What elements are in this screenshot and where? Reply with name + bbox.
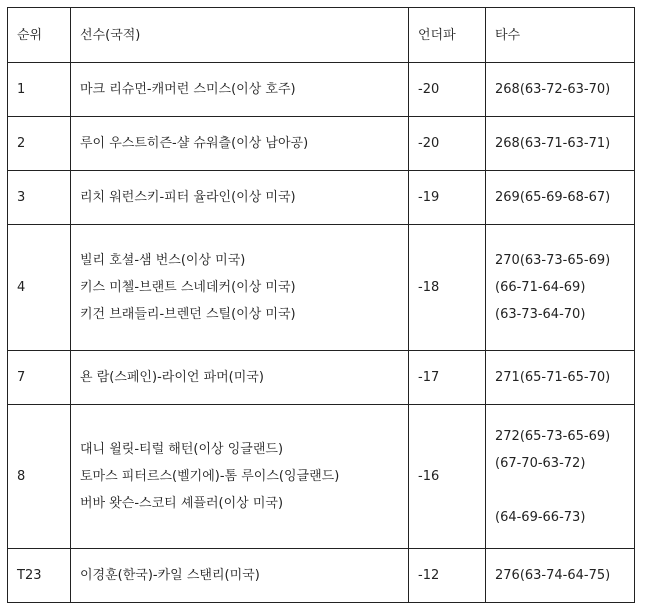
player-team: 대니 윌릿-티럴 해턴(이상 잉글랜드) [80,442,284,457]
player-team: 토마스 피터르스(벨기에)-톰 루이스(잉글랜드) [80,469,340,484]
header-row [8,8,635,63]
players-cell [71,549,409,603]
under-par-cell: -17 [409,351,486,405]
player-team: 빌리 호셜-샘 번스(이상 미국) [80,253,246,268]
strokes-cell [486,549,635,603]
strokes-cell [486,351,635,405]
under-par-cell: -20 [409,63,486,117]
strokes-value: 272(65-73-65-69) [495,428,611,444]
strokes-cell [486,63,635,117]
strokes-value: (66-71-64-69) [495,280,586,295]
leaderboard-table [7,7,635,603]
players-cell [71,405,409,549]
strokes-value: 269(65-69-68-67) [495,190,611,205]
table-row [8,117,635,171]
player-team: 리치 워런스키-피터 율라인(이상 미국) [80,190,296,205]
under-par-cell: -19 [409,171,486,225]
player-team: 버바 왓슨-스코티 셰플러(이상 미국) [80,496,284,511]
player-team: 마크 리슈먼-캐머런 스미스(이상 호주) [80,82,296,97]
strokes-value: 268(63-71-63-71) [495,136,611,151]
players-cell [71,63,409,117]
table-row [8,171,635,225]
player-team: 키스 미첼-브랜트 스네데커(이상 미국) [80,280,296,295]
players-cell [71,117,409,171]
strokes-cell [486,225,635,351]
strokes-value: 276(63-74-64-75) [495,568,611,583]
blank-line [495,477,625,504]
header-player: 선수(국적) [71,8,409,63]
strokes-value: 268(63-72-63-70) [495,82,611,97]
rank-cell: T23 [8,549,71,603]
strokes-cell [486,171,635,225]
players-cell [71,225,409,351]
header-rank: 순위 [8,8,71,63]
rank-cell: 7 [8,351,71,405]
table-row [8,549,635,603]
players-cell [71,171,409,225]
strokes-value: 271(65-71-65-70) [495,370,611,385]
player-team: 루이 우스트히즌-샬 슈워츨(이상 남아공) [80,136,309,151]
under-par-cell: -18 [409,225,486,351]
under-par-cell: -12 [409,549,486,603]
strokes-value: (63-73-64-70) [495,307,586,322]
rank-cell: 3 [8,171,71,225]
rank-cell: 8 [8,405,71,549]
under-par-cell: -16 [409,405,486,549]
rank-cell: 2 [8,117,71,171]
table-row [8,225,635,351]
strokes-value: (67-70-63-72) [495,455,586,471]
table-row [8,351,635,405]
strokes-cell [486,117,635,171]
player-team: 욘 람(스페인)-라이언 파머(미국) [80,370,264,385]
under-par-cell: -20 [409,117,486,171]
rank-cell: 1 [8,63,71,117]
header-under-par: 언더파 [409,8,486,63]
strokes-cell [486,405,635,549]
table-row [8,405,635,549]
players-cell [71,351,409,405]
player-team: 키건 브래들리-브렌던 스틸(이상 미국) [80,307,296,322]
strokes-value: 270(63-73-65-69) [495,253,611,268]
player-team: 이경훈(한국)-카일 스탠리(미국) [80,568,260,583]
strokes-value: (64-69-66-73) [495,509,586,525]
rank-cell: 4 [8,225,71,351]
table-row [8,63,635,117]
header-strokes: 타수 [486,8,635,63]
